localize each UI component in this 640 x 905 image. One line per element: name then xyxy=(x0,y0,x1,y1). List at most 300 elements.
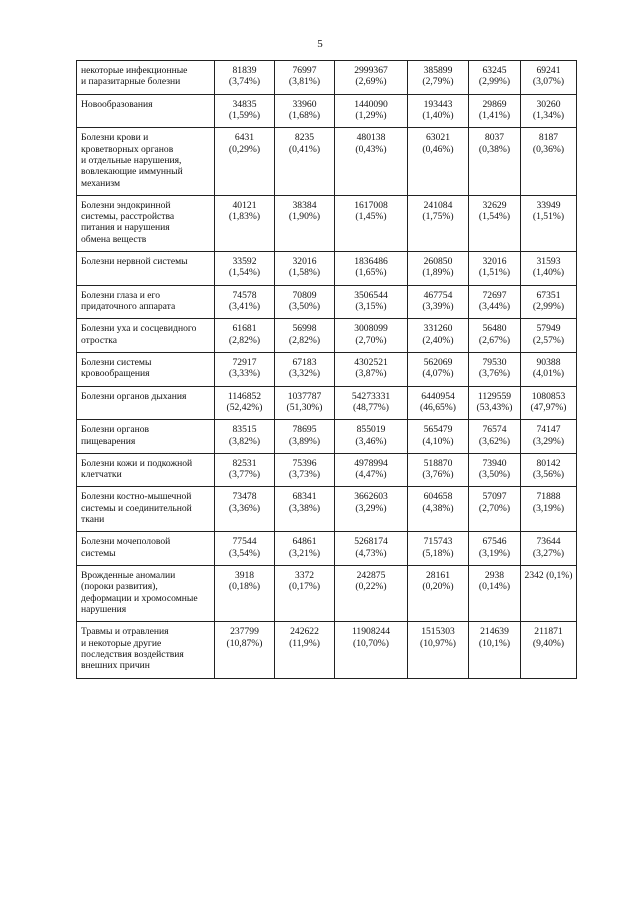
table-row xyxy=(77,128,577,196)
value-percent: (10,1%) xyxy=(478,637,511,649)
value-percent: (1,75%) xyxy=(422,211,454,223)
value-percent: (10,87%) xyxy=(226,637,263,649)
value-percent: (1,34%) xyxy=(532,109,565,121)
value-count: 331260 xyxy=(423,323,453,335)
value-count: 211871 xyxy=(534,626,563,638)
value-cell xyxy=(469,61,521,95)
value-percent: (3,50%) xyxy=(288,301,321,312)
value-percent: (3,62%) xyxy=(478,435,511,447)
value-cell xyxy=(275,285,335,319)
value-percent: (2,79%) xyxy=(422,76,454,88)
disease-class-label-line: Болезни нервной системы xyxy=(81,256,188,268)
value-percent: (4,38%) xyxy=(422,502,454,514)
value-cell xyxy=(521,622,577,678)
value-cell xyxy=(335,453,408,487)
value-cell xyxy=(469,622,521,678)
value-percent: (0,22%) xyxy=(355,581,387,593)
value-count: 33960 xyxy=(292,98,317,110)
value-count: 90388 xyxy=(536,356,561,368)
value-percent: (3,46%) xyxy=(355,435,387,447)
value-count: 3008099 xyxy=(354,323,388,335)
value-percent: (3,29%) xyxy=(532,435,565,447)
disease-class-cell xyxy=(77,532,215,566)
value-percent: (3,21%) xyxy=(288,547,321,559)
value-cell xyxy=(469,420,521,454)
value-cell xyxy=(469,566,521,622)
value-count: 67351 xyxy=(536,289,561,301)
value-count: 1440090 xyxy=(354,98,388,110)
value-count: 32016 xyxy=(292,256,317,268)
value-cell xyxy=(408,252,469,286)
value-cell xyxy=(215,94,275,128)
value-cell xyxy=(408,352,469,386)
value-count: 1515303 xyxy=(421,626,455,638)
value-cell xyxy=(215,252,275,286)
disease-class-label-line: Болезни уха и сосцевидного xyxy=(81,323,197,335)
disease-class-cell xyxy=(77,285,215,319)
value-cell xyxy=(335,319,408,353)
value-percent: (3,56%) xyxy=(532,469,565,481)
value-percent: (0,14%) xyxy=(478,581,511,593)
value-percent: (4,47%) xyxy=(355,469,387,481)
value-count: 518870 xyxy=(423,457,453,469)
value-count: 63245 xyxy=(482,65,507,76)
value-count: 33592 xyxy=(232,256,257,268)
value-percent: (2,57%) xyxy=(532,334,565,346)
value-percent: (2,82%) xyxy=(288,334,321,346)
value-cell xyxy=(335,285,408,319)
value-percent: (0,46%) xyxy=(422,143,454,155)
disease-class-label-line: придаточного аппарата xyxy=(81,301,176,312)
disease-class-label-line: обмена веществ xyxy=(81,233,147,245)
disease-class-label-line: Болезни системы xyxy=(81,356,152,368)
value-percent: (3,27%) xyxy=(532,547,565,559)
value-cell xyxy=(408,94,469,128)
value-percent: (1,45%) xyxy=(355,211,387,223)
value-cell xyxy=(469,285,521,319)
disease-class-label-line: Новообразования xyxy=(81,98,153,110)
value-percent: (0,29%) xyxy=(228,143,261,155)
value-cell xyxy=(275,487,335,532)
value-count: 241084 xyxy=(423,199,453,211)
disease-class-label-line: клетчатки xyxy=(81,469,122,481)
disease-class-label-line: отростка xyxy=(81,334,118,346)
value-count: 73644 xyxy=(536,536,561,548)
value-cell xyxy=(408,195,469,251)
value-count: 855019 xyxy=(356,424,386,436)
disease-class-label-line: деформации и хромосомные xyxy=(81,592,198,604)
value-percent: (1,51%) xyxy=(478,267,511,279)
disease-class-cell xyxy=(77,420,215,454)
value-cell xyxy=(275,61,335,95)
table-row xyxy=(77,420,577,454)
value-percent: (0,20%) xyxy=(422,581,454,593)
table-row xyxy=(77,622,577,678)
value-percent: (2,82%) xyxy=(228,334,261,346)
value-cell xyxy=(335,252,408,286)
value-count: 67183 xyxy=(292,356,317,368)
value-percent: (1,68%) xyxy=(288,109,321,121)
value-cell xyxy=(335,128,408,196)
value-cell xyxy=(521,195,577,251)
value-count: 75396 xyxy=(292,457,317,469)
value-percent: (1,58%) xyxy=(288,267,321,279)
value-percent: (2,67%) xyxy=(478,334,511,346)
value-cell xyxy=(408,285,469,319)
value-cell xyxy=(215,285,275,319)
disease-class-label-line: последствия воздействия xyxy=(81,648,184,660)
disease-class-cell xyxy=(77,352,215,386)
value-count: 78695 xyxy=(292,424,317,436)
disease-class-cell xyxy=(77,319,215,353)
value-count: 76574 xyxy=(482,424,507,436)
table-row xyxy=(77,566,577,622)
value-cell xyxy=(469,252,521,286)
table-row xyxy=(77,195,577,251)
value-percent: (1,83%) xyxy=(228,211,261,223)
value-cell xyxy=(215,61,275,95)
value-count: 72697 xyxy=(482,289,507,301)
value-percent: (11,9%) xyxy=(289,637,320,649)
value-cell xyxy=(521,128,577,196)
value-cell xyxy=(275,128,335,196)
value-cell xyxy=(335,195,408,251)
disease-class-label-line: ткани xyxy=(81,514,105,526)
value-cell xyxy=(335,420,408,454)
table-row xyxy=(77,487,577,532)
value-percent: (1,54%) xyxy=(228,267,261,279)
disease-class-label-line: (пороки развития), xyxy=(81,581,158,593)
value-percent: (0,36%) xyxy=(532,143,565,155)
disease-class-label-line: вовлекающие иммунный xyxy=(81,166,183,178)
value-cell xyxy=(335,487,408,532)
value-cell xyxy=(521,453,577,487)
value-cell xyxy=(521,94,577,128)
value-cell xyxy=(215,128,275,196)
value-percent: (2,70%) xyxy=(355,334,387,346)
value-count: 32016 xyxy=(482,256,507,268)
value-count: 562069 xyxy=(423,356,453,368)
value-count: 715743 xyxy=(423,536,453,548)
value-count: 30260 xyxy=(536,98,561,110)
value-count: 604658 xyxy=(423,491,453,503)
value-count: 79530 xyxy=(482,356,507,368)
value-count: 68341 xyxy=(292,491,317,503)
value-cell xyxy=(521,252,577,286)
value-count: 565479 xyxy=(423,424,453,436)
value-percent: (3,39%) xyxy=(422,301,454,312)
disease-class-label-line: и паразитарные болезни xyxy=(81,76,181,88)
value-cell xyxy=(275,453,335,487)
value-percent: (1,41%) xyxy=(478,109,511,121)
table-row xyxy=(77,386,577,420)
value-cell xyxy=(408,532,469,566)
value-count: 70809 xyxy=(292,289,317,301)
value-count: 1617008 xyxy=(354,199,388,211)
value-count: 4302521 xyxy=(354,356,388,368)
disease-class-label-line: Травмы и отравления xyxy=(81,626,169,638)
value-percent: (48,77%) xyxy=(353,401,389,413)
value-cell xyxy=(469,352,521,386)
value-count: 8235 xyxy=(294,132,315,144)
value-percent: (0,41%) xyxy=(288,143,321,155)
disease-class-label-line: Врожденные аномалии xyxy=(81,570,176,581)
value-cell xyxy=(215,453,275,487)
value-count: 81839 xyxy=(232,65,257,76)
disease-class-label-line: системы, расстройства xyxy=(81,211,175,223)
value-count: 71888 xyxy=(536,491,561,503)
value-cell xyxy=(469,128,521,196)
disease-class-label-line: нарушения xyxy=(81,603,127,615)
value-percent: (3,41%) xyxy=(228,301,261,312)
value-percent: (3,36%) xyxy=(228,502,261,514)
value-cell xyxy=(335,352,408,386)
value-percent: (2,99%) xyxy=(478,76,511,88)
value-count: 3662603 xyxy=(354,491,388,503)
value-count: 242622 xyxy=(290,626,319,638)
value-percent: (1,65%) xyxy=(355,267,387,279)
value-percent: (3,77%) xyxy=(228,469,261,481)
value-percent: (3,87%) xyxy=(355,368,387,380)
value-percent: (4,01%) xyxy=(532,368,565,380)
value-count: 72917 xyxy=(232,356,257,368)
value-percent: (3,50%) xyxy=(478,469,511,481)
value-percent: (3,44%) xyxy=(478,301,511,312)
disease-class-cell xyxy=(77,453,215,487)
disease-class-label-line: Болезни костно-мышечной xyxy=(81,491,192,503)
value-percent: (1,90%) xyxy=(288,211,321,223)
disease-class-cell xyxy=(77,252,215,286)
value-count: 28161 xyxy=(426,570,450,581)
value-count: 8037 xyxy=(484,132,505,144)
value-percent: (4,73%) xyxy=(355,547,387,559)
value-cell xyxy=(215,566,275,622)
value-cell xyxy=(408,386,469,420)
value-count: 193443 xyxy=(423,98,453,110)
value-count: 73478 xyxy=(232,491,257,503)
value-cell xyxy=(521,420,577,454)
table-row xyxy=(77,352,577,386)
table-row xyxy=(77,319,577,353)
disease-class-label-line: кроветворных органов xyxy=(81,143,174,155)
value-count: 74578 xyxy=(232,289,257,301)
value-percent: (4,10%) xyxy=(422,435,454,447)
value-percent: (3,54%) xyxy=(228,547,261,559)
value-count: 4978994 xyxy=(354,457,388,469)
value-cell xyxy=(335,566,408,622)
value-cell xyxy=(469,453,521,487)
value-percent: (3,29%) xyxy=(355,502,387,514)
value-count: 63021 xyxy=(426,132,450,144)
value-percent: (3,19%) xyxy=(478,547,511,559)
value-cell xyxy=(215,532,275,566)
table-row xyxy=(77,285,577,319)
table-row xyxy=(77,94,577,128)
value-count: 40121 xyxy=(232,199,257,211)
value-count: 467754 xyxy=(423,289,453,301)
value-count: 80142 xyxy=(536,457,561,469)
value-count: 73940 xyxy=(482,457,507,469)
value-percent: (3,32%) xyxy=(288,368,321,380)
value-cell xyxy=(275,532,335,566)
value-count: 3372 xyxy=(294,570,315,581)
value-count: 74147 xyxy=(536,424,561,436)
value-cell xyxy=(275,319,335,353)
value-count: 32629 xyxy=(482,199,507,211)
value-percent: (1,54%) xyxy=(478,211,511,223)
value-count: 56998 xyxy=(292,323,317,335)
value-percent: (2,69%) xyxy=(355,76,387,88)
value-cell xyxy=(408,566,469,622)
value-cell xyxy=(521,566,577,622)
value-cell xyxy=(215,352,275,386)
value-count: 237799 xyxy=(230,626,259,638)
value-cell xyxy=(275,420,335,454)
disease-class-label-line: Болезни органов дыхания xyxy=(81,390,187,402)
value-cell xyxy=(408,61,469,95)
disease-class-label-line: Болезни крови и xyxy=(81,132,149,144)
value-percent: (3,15%) xyxy=(355,301,387,312)
disease-class-label-line: некоторые инфекционные xyxy=(81,65,188,76)
value-count: 480138 xyxy=(356,132,386,144)
value-count: 260850 xyxy=(423,256,453,268)
value-percent: (2,70%) xyxy=(478,502,511,514)
value-cell xyxy=(521,532,577,566)
value-cell xyxy=(521,61,577,95)
value-count: 2342 (0,1%) xyxy=(524,570,573,581)
value-percent: (9,40%) xyxy=(532,637,565,649)
disease-class-cell xyxy=(77,386,215,420)
value-cell xyxy=(469,319,521,353)
value-cell xyxy=(521,352,577,386)
value-cell xyxy=(521,319,577,353)
morbidity-table xyxy=(76,60,577,679)
value-percent: (3,73%) xyxy=(288,469,321,481)
value-cell xyxy=(408,487,469,532)
disease-class-label-line: механизм xyxy=(81,177,121,189)
table-row xyxy=(77,532,577,566)
value-count: 1080853 xyxy=(531,390,566,402)
value-percent: (51,30%) xyxy=(286,401,323,413)
value-percent: (0,43%) xyxy=(355,143,387,155)
value-cell xyxy=(215,195,275,251)
value-cell xyxy=(335,61,408,95)
value-count: 38384 xyxy=(292,199,317,211)
value-count: 77544 xyxy=(232,536,257,548)
value-percent: (0,17%) xyxy=(288,581,321,593)
value-percent: (1,59%) xyxy=(228,109,261,121)
disease-class-label-line: внешних причин xyxy=(81,660,150,672)
value-cell xyxy=(408,420,469,454)
value-percent: (3,89%) xyxy=(288,435,321,447)
table-row xyxy=(77,252,577,286)
value-cell xyxy=(408,128,469,196)
disease-class-label-line: кровообращения xyxy=(81,368,150,380)
value-count: 214639 xyxy=(480,626,509,638)
value-percent: (3,07%) xyxy=(532,76,565,88)
disease-class-label-line: Болезни кожи и подкожной xyxy=(81,457,193,469)
value-cell xyxy=(521,285,577,319)
value-count: 29869 xyxy=(482,98,507,110)
value-percent: (1,40%) xyxy=(532,267,565,279)
value-percent: (0,18%) xyxy=(228,581,261,593)
disease-class-label-line: и отдельные нарушения, xyxy=(81,154,182,166)
value-percent: (3,81%) xyxy=(288,76,321,88)
value-percent: (1,29%) xyxy=(355,109,387,121)
value-count: 11908244 xyxy=(351,626,391,638)
value-count: 1037787 xyxy=(287,390,322,402)
value-cell xyxy=(275,195,335,251)
value-cell xyxy=(215,420,275,454)
disease-class-cell xyxy=(77,622,215,678)
value-percent: (2,99%) xyxy=(532,301,565,312)
disease-class-cell xyxy=(77,566,215,622)
value-cell xyxy=(215,386,275,420)
disease-class-cell xyxy=(77,128,215,196)
value-percent: (10,70%) xyxy=(353,637,389,649)
value-percent: (3,38%) xyxy=(288,502,321,514)
value-count: 76997 xyxy=(292,65,317,76)
value-count: 69241 xyxy=(536,65,561,76)
value-cell xyxy=(335,622,408,678)
value-cell xyxy=(521,386,577,420)
table-row xyxy=(77,61,577,95)
disease-class-label-line: Болезни эндокринной xyxy=(81,199,171,211)
value-percent: (3,74%) xyxy=(228,76,261,88)
value-count: 3506544 xyxy=(354,289,388,301)
value-percent: (3,19%) xyxy=(532,502,565,514)
value-cell xyxy=(469,487,521,532)
disease-class-label-line: Болезни мочеполовой xyxy=(81,536,171,548)
value-count: 67546 xyxy=(482,536,507,548)
value-cell xyxy=(275,622,335,678)
value-cell xyxy=(408,319,469,353)
value-percent: (2,40%) xyxy=(422,334,454,346)
value-cell xyxy=(469,386,521,420)
value-cell xyxy=(215,319,275,353)
value-percent: (52,42%) xyxy=(226,401,263,413)
value-count: 54273331 xyxy=(351,390,391,402)
value-count: 82531 xyxy=(232,457,257,469)
value-cell xyxy=(335,532,408,566)
value-count: 57949 xyxy=(536,323,561,335)
value-count: 31593 xyxy=(536,256,561,268)
disease-class-cell xyxy=(77,487,215,532)
value-count: 33949 xyxy=(536,199,561,211)
value-percent: (1,51%) xyxy=(532,211,565,223)
value-count: 385899 xyxy=(423,65,453,76)
value-cell xyxy=(469,532,521,566)
value-count: 8187 xyxy=(538,132,559,144)
value-count: 6440954 xyxy=(421,390,455,402)
value-percent: (5,18%) xyxy=(422,547,454,559)
value-cell xyxy=(335,94,408,128)
value-count: 3918 xyxy=(234,570,255,581)
value-count: 64861 xyxy=(292,536,317,548)
value-cell xyxy=(408,453,469,487)
value-cell xyxy=(275,386,335,420)
disease-class-cell xyxy=(77,195,215,251)
disease-class-label-line: пищеварения xyxy=(81,435,136,447)
table-row xyxy=(77,453,577,487)
value-percent: (1,89%) xyxy=(422,267,454,279)
value-count: 1836486 xyxy=(354,256,388,268)
value-count: 56480 xyxy=(482,323,507,335)
value-percent: (4,07%) xyxy=(422,368,454,380)
value-count: 83515 xyxy=(232,424,257,436)
value-percent: (47,97%) xyxy=(530,401,567,413)
value-count: 5268174 xyxy=(354,536,388,548)
